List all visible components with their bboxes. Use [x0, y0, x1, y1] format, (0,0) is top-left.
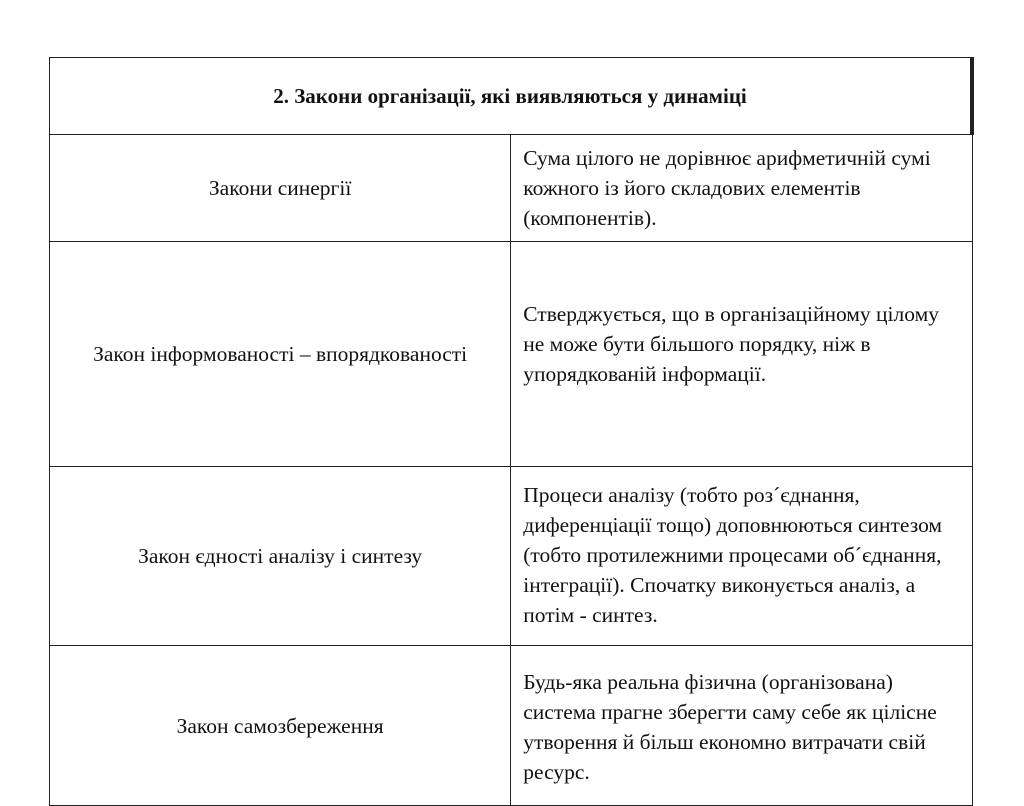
- law-description-cell: Сума цілого не дорівнює арифметичній сумі кожного із його складових елементів (компонентів).: [511, 135, 972, 242]
- table-row: [50, 467, 973, 646]
- law-name-cell: Закон єдності аналізу і синтезу: [50, 467, 511, 646]
- table-header-row: [50, 58, 973, 135]
- law-description-cell: Стверджується, що в організаційному цілому не може бути більшого порядку, ніж в упорядкованій інформації.: [511, 242, 972, 467]
- law-description-cell: Будь-яка реальна фізична (організована) система прагне зберегти саму себе як цілісне утворення й більш економно витрачати свій ресурс.: [511, 646, 972, 806]
- law-name-cell: Закон інформованості – впорядкованості: [50, 242, 511, 467]
- table-row: [50, 646, 973, 806]
- table-row: [50, 242, 973, 467]
- table-row: [50, 135, 973, 242]
- laws-table: [49, 57, 974, 806]
- law-description-cell: Процеси аналізу (тобто роз´єднання, диференціації тощо) доповнюються синтезом (тобто протилежними процесами об´єднання, інтеграції). Спочатку виконується аналіз, а потім - синтез.: [511, 467, 972, 646]
- law-name-cell: Закони синергії: [50, 135, 511, 242]
- law-name-cell: Закон самозбереження: [50, 646, 511, 806]
- table-title: 2. Закони організації, які виявляються у динаміці: [50, 58, 973, 135]
